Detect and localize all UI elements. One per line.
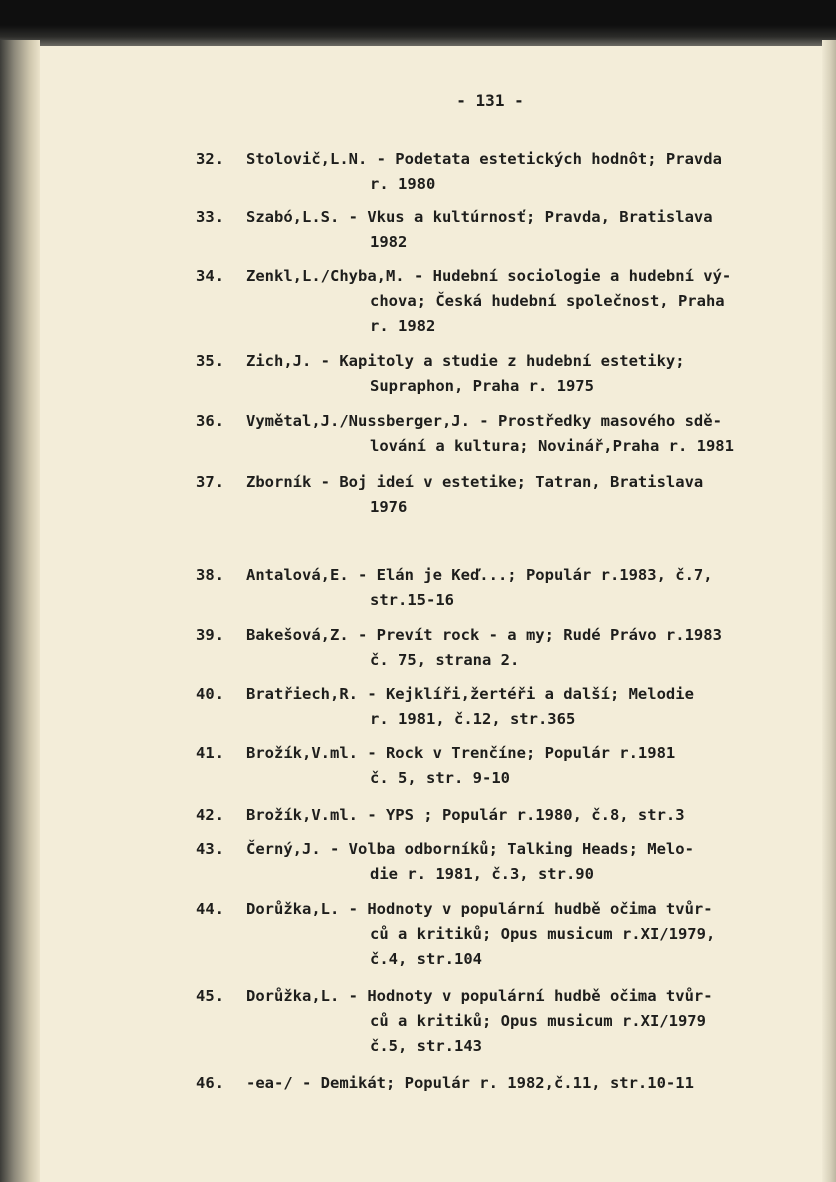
- entry-number: 41.: [196, 744, 224, 762]
- entry-line: Zich,J. - Kapitoly a studie z hudební estetiky;: [246, 352, 685, 370]
- entry-line: chova; Česká hudební společnost, Praha: [370, 292, 725, 310]
- entry-line: die r. 1981, č.3, str.90: [370, 865, 594, 883]
- entry-line: Szabó,L.S. - Vkus a kultúrnosť; Pravda, Bratislava: [246, 208, 713, 226]
- entry-number: 38.: [196, 566, 224, 584]
- entry-line: Černý,J. - Volba odborníků; Talking Heads; Melo-: [246, 840, 694, 858]
- entry-line: Bakešová,Z. - Prevít rock - a my; Rudé Právo r.1983: [246, 626, 722, 644]
- entry-line: r. 1981, č.12, str.365: [370, 710, 576, 728]
- entry-line: č. 75, strana 2.: [370, 651, 520, 669]
- entry-line: Bratřiech,R. - Kejklíři,žertéři a další; Melodie: [246, 685, 694, 703]
- entry-number: 32.: [196, 150, 224, 168]
- entry-line: ců a kritiků; Opus musicum r.XI/1979,: [370, 925, 716, 943]
- entry-line: Zenkl,L./Chyba,M. - Hudební sociologie a hudební vý-: [246, 267, 732, 285]
- entry-line: Dorůžka,L. - Hodnoty v populární hudbě očima tvůr-: [246, 900, 713, 918]
- entry-number: 35.: [196, 352, 224, 370]
- entry-number: 43.: [196, 840, 224, 858]
- entry-number: 34.: [196, 267, 224, 285]
- entry-line: Zborník - Boj ideí v estetike; Tatran, Bratislava: [246, 473, 704, 491]
- entry-line: r. 1980: [370, 175, 436, 193]
- entry-line: str.15-16: [370, 591, 454, 609]
- entry-line: Stolovič,L.N. - Podetata estetických hodnôt; Pravda: [246, 150, 722, 168]
- scan-right-edge: [822, 40, 836, 1182]
- entry-line: č. 5, str. 9-10: [370, 769, 510, 787]
- scan-top-border: [0, 0, 836, 46]
- entry-line: Antalová,E. - Elán je Keď...; Populár r.1983, č.7,: [246, 566, 713, 584]
- entry-line: r. 1982: [370, 317, 436, 335]
- page-number: - 131 -: [456, 91, 524, 110]
- entry-line: ců a kritiků; Opus musicum r.XI/1979: [370, 1012, 706, 1030]
- entry-number: 36.: [196, 412, 224, 430]
- entry-line: lování a kultura; Novinář,Praha r. 1981: [370, 437, 734, 455]
- entry-line: Dorůžka,L. - Hodnoty v populární hudbě očima tvůr-: [246, 987, 713, 1005]
- entry-line: č.5, str.143: [370, 1037, 482, 1055]
- scan-left-edge: [0, 40, 40, 1182]
- entry-number: 39.: [196, 626, 224, 644]
- entry-line: č.4, str.104: [370, 950, 482, 968]
- entry-number: 33.: [196, 208, 224, 226]
- entry-number: 44.: [196, 900, 224, 918]
- entry-line: 1976: [370, 498, 408, 516]
- entry-number: 45.: [196, 987, 224, 1005]
- entry-number: 46.: [196, 1074, 224, 1092]
- entry-line: Brožík,V.ml. - YPS ; Populár r.1980, č.8, str.3: [246, 806, 685, 824]
- entry-number: 40.: [196, 685, 224, 703]
- entry-line: 1982: [370, 233, 408, 251]
- entry-number: 37.: [196, 473, 224, 491]
- entry-line: Brožík,V.ml. - Rock v Trenčíne; Populár r.1981: [246, 744, 676, 762]
- entry-line: Vymětal,J./Nussberger,J. - Prostředky masového sdě-: [246, 412, 722, 430]
- entry-number: 42.: [196, 806, 224, 824]
- entry-line: Supraphon, Praha r. 1975: [370, 377, 594, 395]
- entry-line: -ea-/ - Demikát; Populár r. 1982,č.11, str.10-11: [246, 1074, 694, 1092]
